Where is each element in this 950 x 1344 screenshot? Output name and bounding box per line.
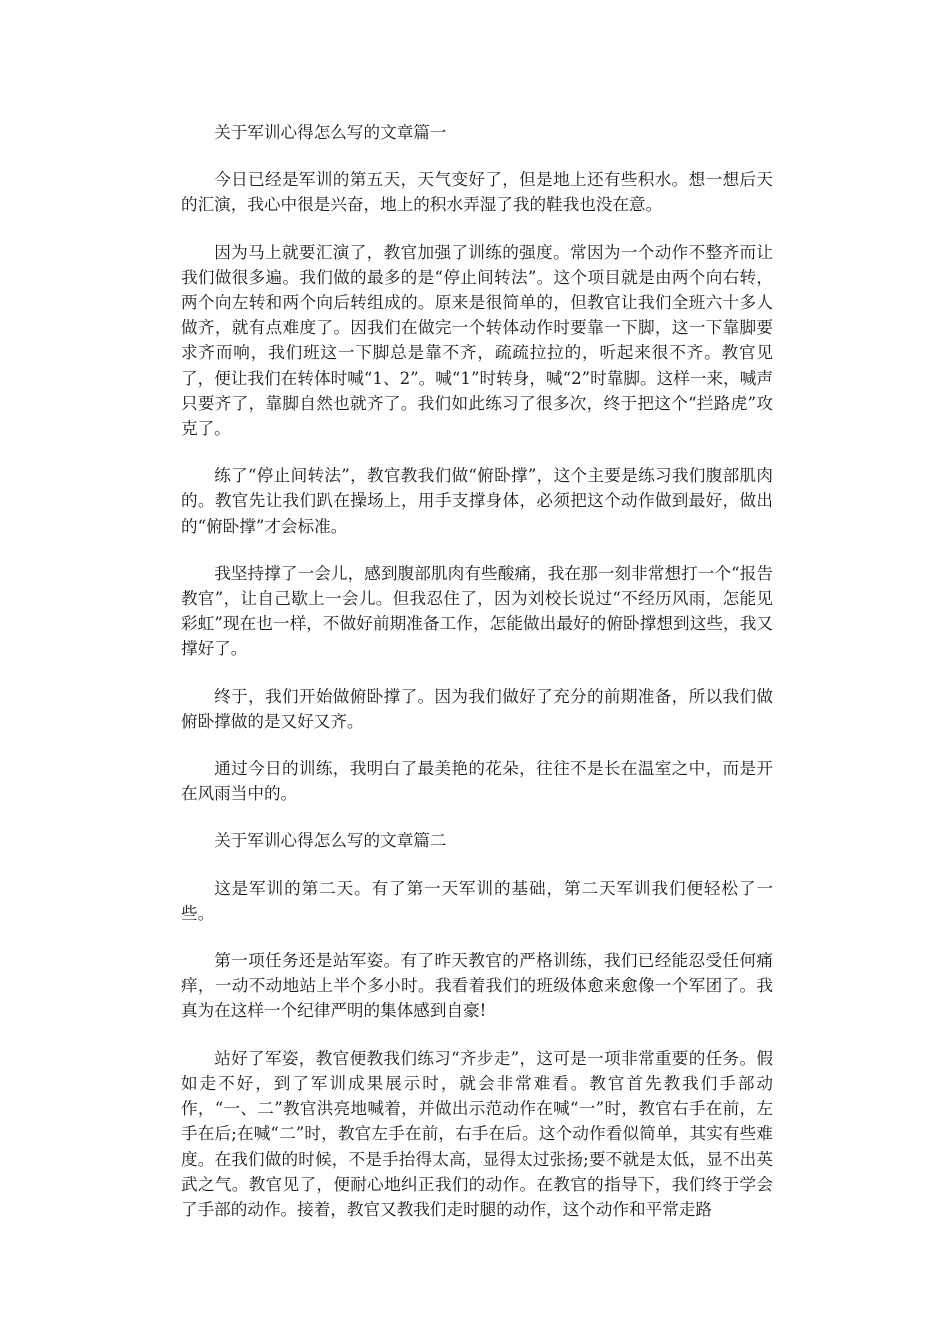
section-1-paragraph: 我坚持撑了一会儿，感到腹部肌肉有些酸痛，我在那一刻非常想打一个“报告教官”，让自己歇上一会儿。但我忍住了，因为刘校长说过“不经历风雨，怎能见彩虹”现在也一样，不做好前期准备工作，怎能做出最好的俯卧撑想到这些，我又撑好了。 [181, 563, 773, 659]
section-1-paragraph: 通过今日的训练，我明白了最美艳的花朵，往往不是长在温室之中，而是开在风雨当中的。 [181, 759, 773, 804]
section-1-paragraph: 今日已经是军训的第五天，天气变好了，但是地上还有些积水。想一想后天的汇演，我心中很是兴奋，地上的积水弄湿了我的鞋我也没在意。 [181, 170, 773, 215]
section-1-paragraph: 终于，我们开始做俯卧撑了。因为我们做好了充分的前期准备，所以我们做俯卧撑做的是又好又齐。 [181, 686, 773, 731]
section-2-paragraph: 站好了军姿，教官便教我们练习“齐步走”，这可是一项非常重要的任务。假如走不好，到了军训成果展示时，就会非常难看。教官首先教我们手部动作，“一、二”教官洪亮地喊着，并做出示范动作在喊“一”时，教官右手在前，左手在后;在喊“二”时，教官左手在前，右手在后。这个动作看似简单，其实有些难度。在我们做的时候，不是手抬得太高，显得太过张扬;要不就是太低，显不出英武之气。教官见了，便耐心地纠正我们的动作。在教官的指导下，我们终于学会了手部的动作。接着，教官又教我们走时腿的动作，这个动作和平常走路 [181, 1048, 773, 1219]
section-2-paragraph: 这是军训的第二天。有了第一天军训的基础，第二天军训我们便轻松了一些。 [181, 878, 773, 923]
section-1-paragraph: 因为马上就要汇演了，教官加强了训练的强度。常因为一个动作不整齐而让我们做很多遍。我们做的最多的是“停止间转法”。这个项目就是由两个向右转，两个向左转和两个向后转组成的。原来是很简单的，但教官让我们全班六十多人做齐，就有点难度了。因我们在做完一个转体动作时要靠一下脚，这一下靠脚要求齐而响，我们班这一下脚总是靠不齐，疏疏拉拉的，听起来很不齐。教官见了，便让我们在转体时喊“1、2”。喊“1”时转身，喊“2”时靠脚。这样一来，喊声只要齐了，靠脚自然也就齐了。我们如此练习了很多次，终于把这个“拦路虎”攻克了。 [181, 242, 773, 439]
section-2-heading: 关于军训心得怎么写的文章篇二 [214, 831, 447, 851]
section-1-paragraph: 练了“停止间转法”，教官教我们做“俯卧撑”，这个主要是练习我们腹部肌肉的。教官先让我们趴在操场上，用手支撑身体，必须把这个动作做到最好，做出的“俯卧撑”才会标准。 [181, 466, 773, 536]
section-2-paragraph: 第一项任务还是站军姿。有了昨天教官的严格训练，我们已经能忍受任何痛痒，一动不动地站上半个多小时。我看着我们的班级体愈来愈像一个军团了。我真为在这样一个纪律严明的集体感到自豪! [181, 951, 773, 1021]
article-body [181, 120, 773, 1222]
section-1-heading: 关于军训心得怎么写的文章篇一 [214, 123, 447, 142]
